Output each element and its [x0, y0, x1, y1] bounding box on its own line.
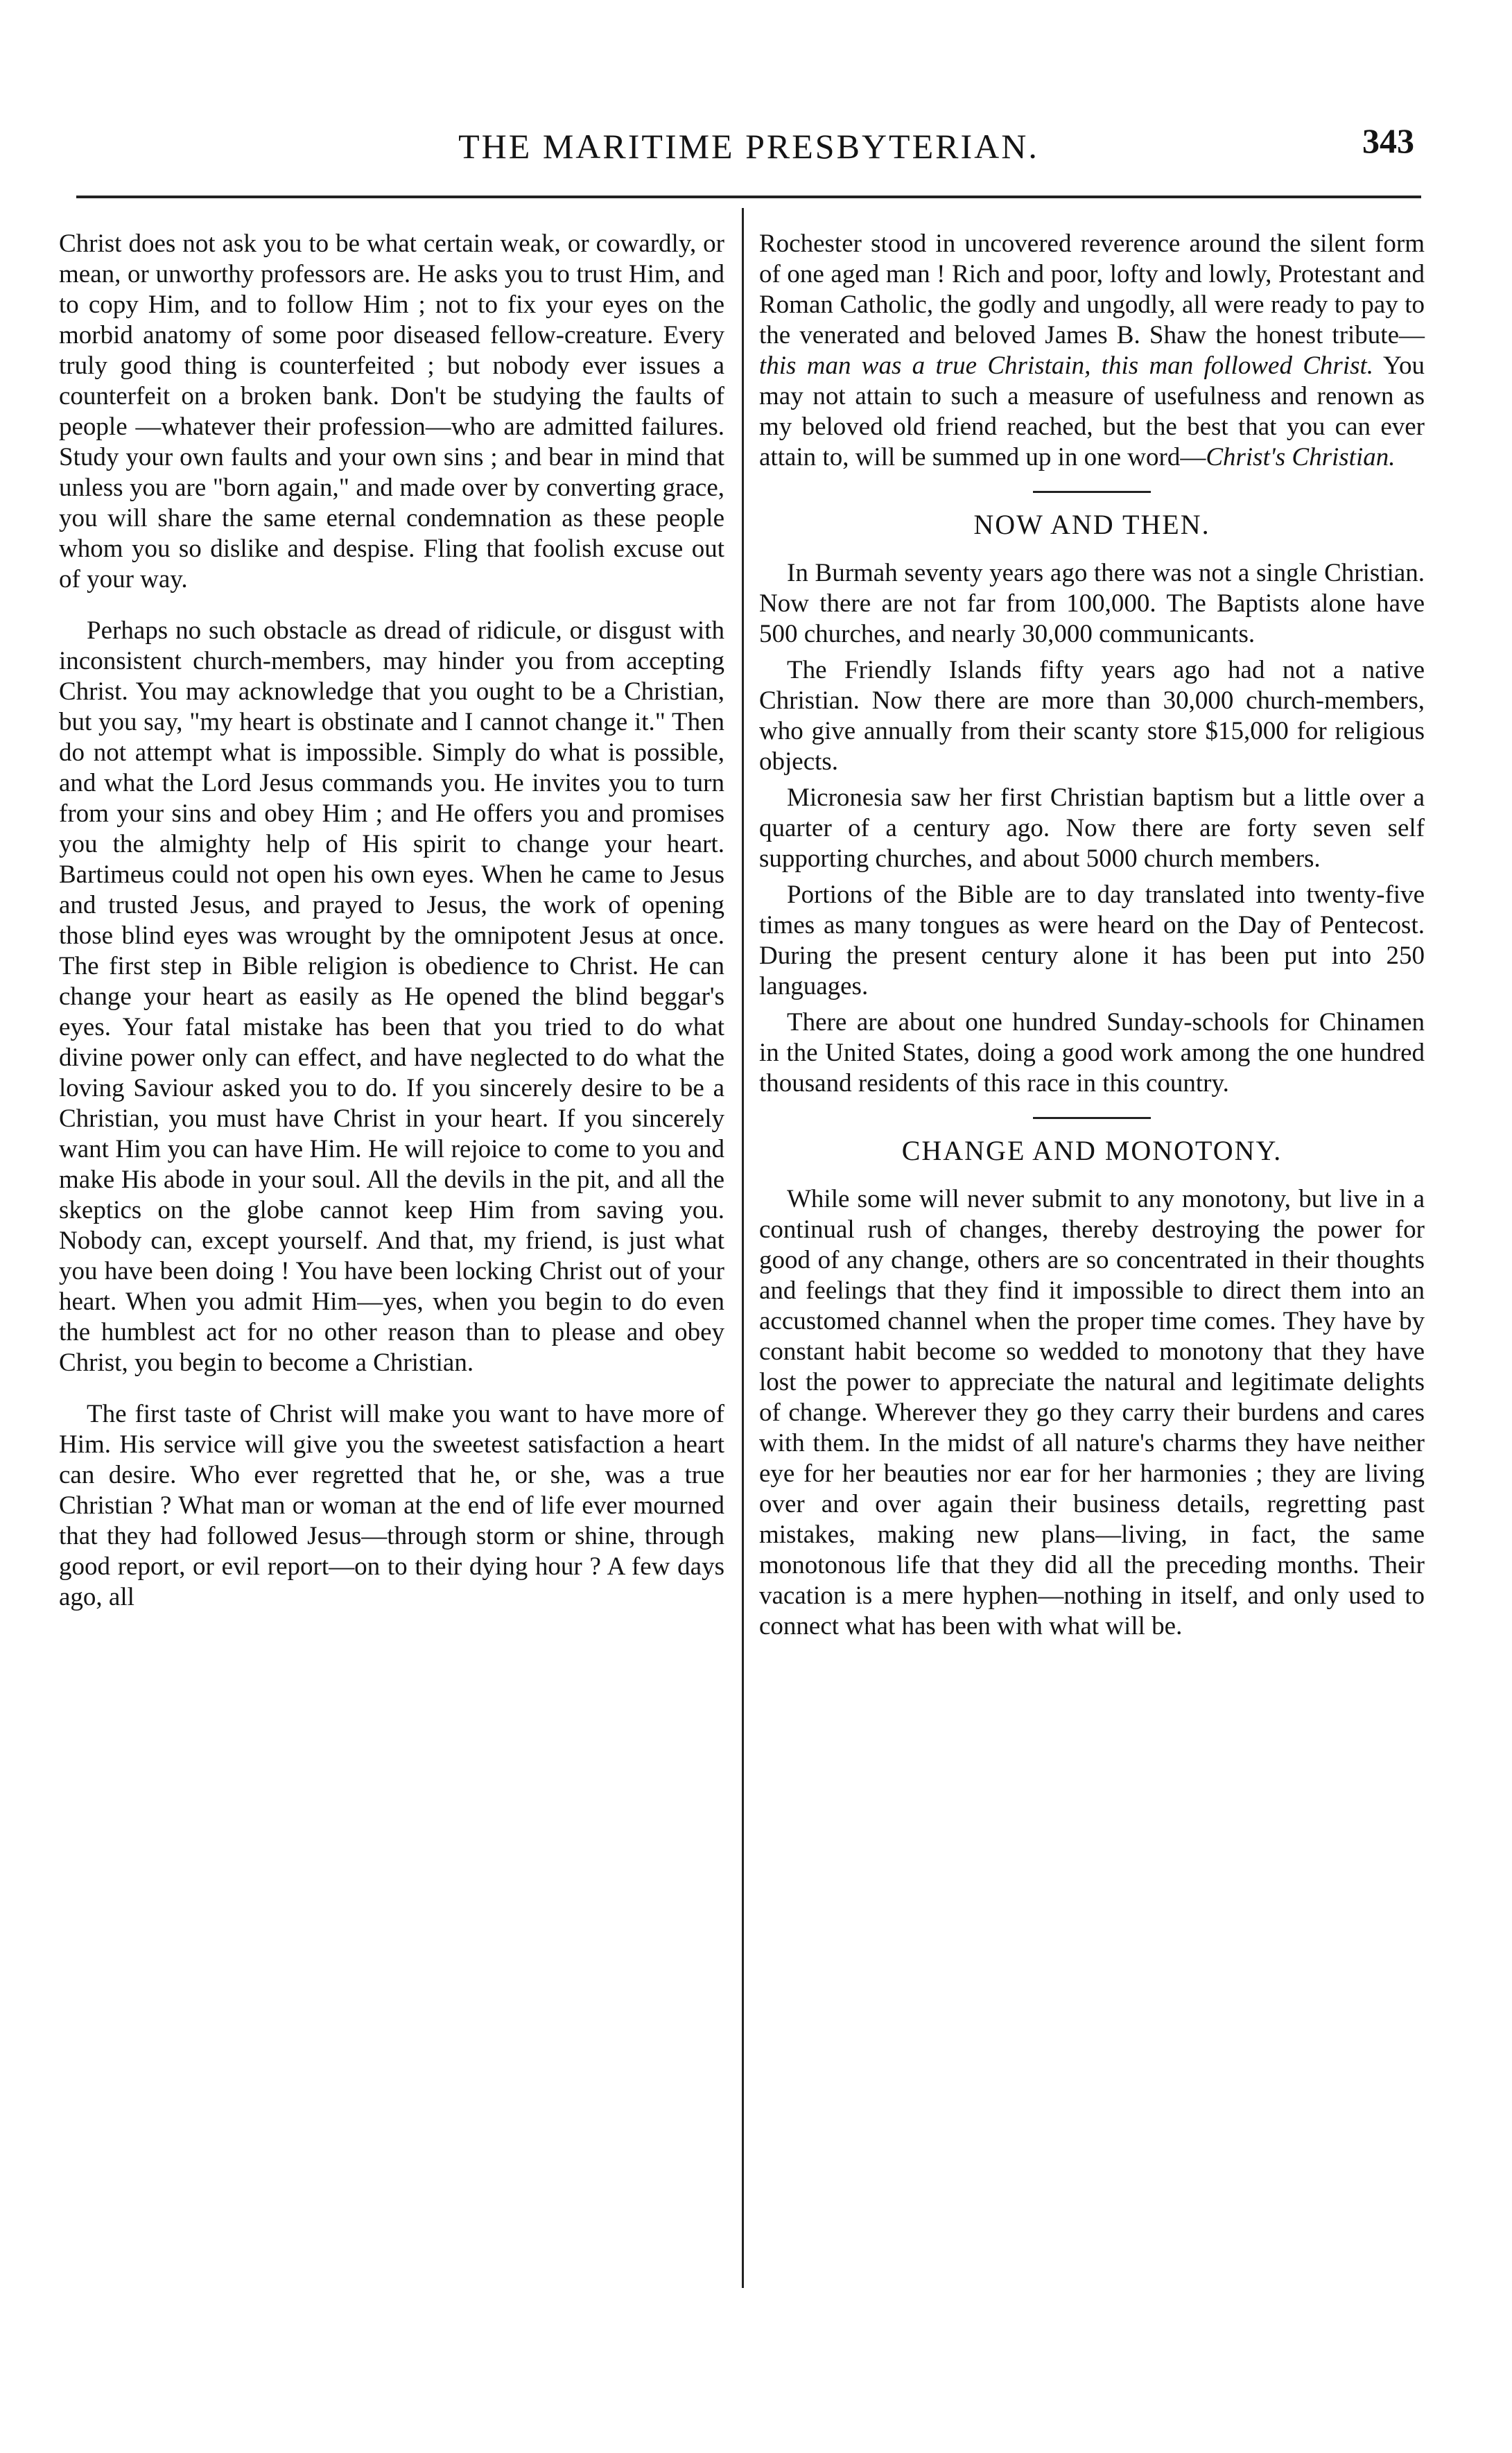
italic-quote: this man was a true Christain, this man followed Christ.: [759, 352, 1374, 380]
article-paragraph: Christ does not ask you to be what certain weak, or cowardly, or mean, or unworthy professors are. He asks you to trust Him, and to copy Him, and to follow Him ; not to fix your eyes on the morbid anatomy of some poor diseased fellow-creature. Every truly good thing is counterfeited ; but nobody ever issues a counterfeit on a broken bank. Don't be studying the faults of people —whatever their profession—who are admitted failures. Study your own faults and your own sins ; and bear in mind that unless you are "born again," and made over by converting grace, you will share the same eternal condemnation as these people whom you so dislike and despise. Fling that foolish excuse out of your way.: [59, 229, 724, 593]
continued-text: Rochester stood in uncovered reverence around the silent form of one aged man ! Rich and poor, lofty and lowly, Protestant and Roman Catholic, the godly and ungodly, all were ready to pay to the venerated and beloved James B. Shaw the honest tribute—: [759, 229, 1425, 349]
article-paragraph: The first taste of Christ will make you want to have more of Him. His service will give you the sweetest satisfaction a heart can desire. Who ever regretted that he, or she, was a true Christian ? What man or woman at the end of life ever mourned that they had followed Jesus—through storm or shine, through good report, or evil report—on to their dying hour ? A few days ago, all: [59, 1400, 724, 1611]
italic-ending: Christ's Christian.: [1206, 443, 1396, 471]
article-paragraph: There are about one hundred Sunday-schools for Chinamen in the United States, doing a good work among the one hundred thousand residents of this race in this country.: [759, 1008, 1425, 1098]
section-rule: [1033, 1117, 1151, 1119]
continued-paragraph: [759, 229, 1425, 473]
section-rule: [1033, 491, 1151, 493]
journal-title: THE MARITIME PRESBYTERIAN.: [458, 127, 1039, 166]
column-divider: [742, 208, 744, 2288]
continued-text: You may not attain to such a measure of usefulness and renown as my beloved old friend reached, but the best that you can ever attain to, will be summed up in one word—: [759, 352, 1425, 471]
article-paragraph: Micronesia saw her first Christian baptism but a little over a quarter of a century ago. Now there are forty seven self supporting churches, and about 5000 church members.: [759, 783, 1425, 873]
article-paragraph: The Friendly Islands fifty years ago had not a native Christian. Now there are more than 30,000 church-members, who give annually from their scanty store $15,000 for religious objects.: [759, 656, 1425, 776]
page-header: [83, 116, 1414, 179]
article-paragraph: Portions of the Bible are to day translated into twenty-five times as many tongues as were heard on the Day of Pentecost. During the present century alone it has been put into 250 languages.: [759, 881, 1425, 1000]
article-paragraph: Perhaps no such obstacle as dread of ridicule, or disgust with inconsistent church-members, may hinder you from accepting Christ. You may acknowledge that you ought to be a Christian, but you say, "my heart is obstinate and I cannot change it." Then do not attempt what is impossible. Simply do what is possible, and what the Lord Jesus commands you. He invites you to turn from your sins and obey Him ; and He offers you and promises you the almighty help of His spirit to change your heart. Bartimeus could not open his own eyes. When he came to Jesus and trusted Jesus, and prayed to Jesus, the work of opening those blind eyes was wrought by the omnipotent Jesus at once. The first step in Bible religion is obedience to Christ. He can change your heart as easily as He opened the blind beggar's eyes. Your fatal mistake has been that you tried to do what divine power only can effect, and have neglected to do what the loving Saviour asked you to do. If you sincerely desire to be a Christian, you must have Christ in your heart. If you sincerely want Him you can have Him. He will rejoice to come to you and make His abode in your soul. All the devils in the pit, and all the skeptics on the globe cannot keep Him from saving you. Nobody can, except yourself. And that, my friend, is just what you have been doing ! You have been locking Christ out of your heart. When you admit Him—yes, when you begin to do even the humblest act for no other reason than to please and obey Christ, you begin to become a Christian.: [59, 616, 724, 1377]
right-column: [759, 229, 1425, 1647]
page-number: 343: [1362, 121, 1414, 160]
article-paragraph: While some will never submit to any monotony, but live in a continual rush of changes, thereby destroying the power for good of any change, others are so concentrated in their thoughts and feelings that they find it impossible to direct them into an accustomed channel when the proper time comes. They have by constant habit become so wedded to monotony that they have lost the power to appreciate the natural and legitimate delights of change. Wherever they go they carry their burdens and cares with them. In the midst of all nature's charms they have neither eye for her beauties nor ear for her harmonies ; they are living over and over again their business details, regretting past mistakes, making new plans—living, in fact, the same monotonous life that they did all the preceding months. Their vacation is a mere hyphen—nothing in itself, and only used to connect what has been with what will be.: [759, 1185, 1425, 1640]
section-title-now-and-then: NOW AND THEN.: [973, 509, 1210, 540]
header-rule: [76, 196, 1421, 198]
left-column: [59, 229, 724, 1618]
section-title-change-and-monotony: CHANGE AND MONOTONY.: [901, 1135, 1283, 1166]
article-paragraph: In Burmah seventy years ago there was not a single Christian. Now there are not far from 100,000. The Baptists alone have 500 churches, and nearly 30,000 communicants.: [759, 559, 1425, 648]
